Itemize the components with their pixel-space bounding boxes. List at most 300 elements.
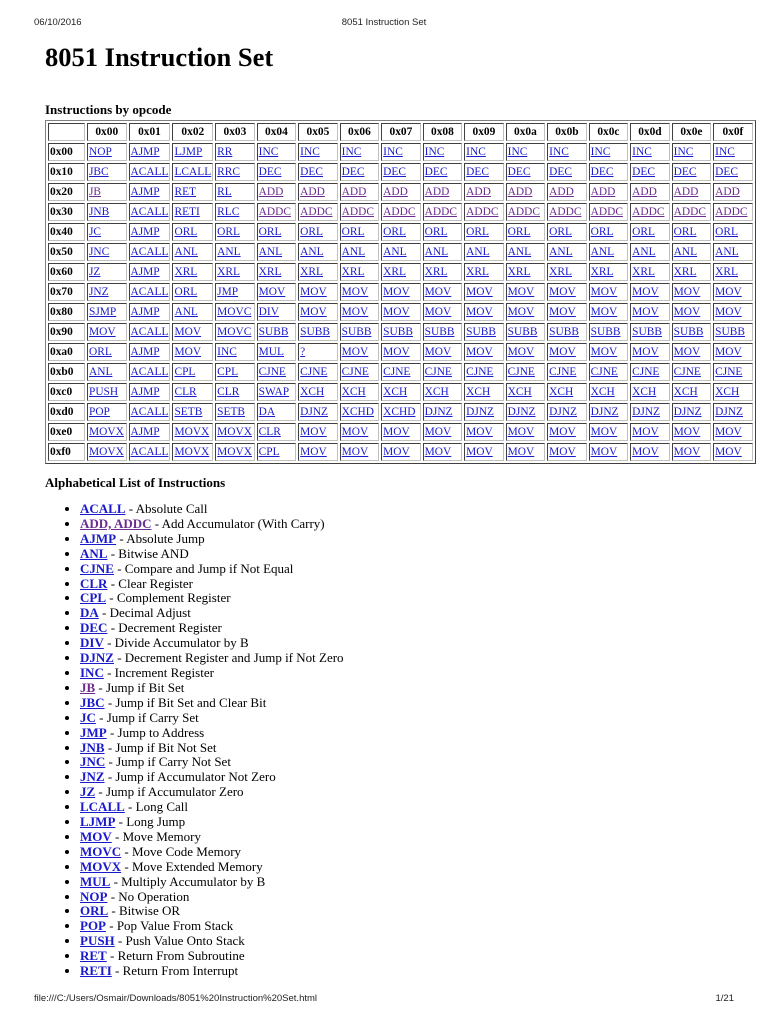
- opcode-link[interactable]: MOVC: [217, 326, 252, 338]
- opcode-link[interactable]: XRL: [466, 266, 489, 278]
- opcode-link[interactable]: ANL: [383, 246, 407, 258]
- opcode-link[interactable]: JNZ: [89, 286, 109, 298]
- opcode-link[interactable]: XCHD: [341, 406, 374, 418]
- opcode-link[interactable]: XRL: [590, 266, 614, 278]
- opcode-link[interactable]: INC: [673, 146, 694, 158]
- instruction-link[interactable]: INC: [80, 664, 104, 680]
- opcode-link[interactable]: ANL: [300, 246, 324, 258]
- opcode-link[interactable]: DJNZ: [632, 406, 661, 418]
- opcode-link[interactable]: ADDC: [383, 206, 416, 218]
- opcode-link[interactable]: INC: [507, 146, 528, 158]
- opcode-link[interactable]: POP: [89, 406, 110, 418]
- opcode-link[interactable]: AJMP: [130, 426, 160, 438]
- opcode-link[interactable]: MOV: [300, 446, 327, 458]
- opcode-link[interactable]: AJMP: [130, 146, 160, 158]
- opcode-link[interactable]: ORL: [89, 346, 112, 358]
- opcode-link[interactable]: MOV: [383, 446, 410, 458]
- opcode-link[interactable]: ANL: [424, 246, 449, 258]
- opcode-link[interactable]: SUBB: [715, 326, 745, 338]
- opcode-link[interactable]: ACALL: [130, 206, 169, 218]
- opcode-link[interactable]: SJMP: [89, 306, 117, 318]
- opcode-link[interactable]: JMP: [217, 286, 239, 298]
- instruction-link[interactable]: JNZ: [80, 769, 105, 785]
- opcode-link[interactable]: ACALL: [130, 406, 169, 418]
- opcode-link[interactable]: INC: [383, 146, 403, 158]
- opcode-link[interactable]: SUBB: [549, 326, 579, 338]
- opcode-link[interactable]: ORL: [217, 226, 240, 238]
- opcode-link[interactable]: MOV: [341, 446, 369, 458]
- opcode-link[interactable]: ADD: [673, 186, 699, 198]
- opcode-link[interactable]: DEC: [466, 166, 489, 178]
- opcode-link[interactable]: ANL: [174, 306, 198, 318]
- opcode-link[interactable]: XRL: [549, 266, 572, 278]
- opcode-link[interactable]: SUBB: [341, 326, 372, 338]
- opcode-link[interactable]: MOVX: [89, 446, 124, 458]
- opcode-link[interactable]: DJNZ: [424, 406, 453, 418]
- opcode-link[interactable]: ANL: [673, 246, 698, 258]
- opcode-link[interactable]: ADDC: [673, 206, 706, 218]
- opcode-link[interactable]: ORL: [466, 226, 489, 238]
- opcode-link[interactable]: XCH: [507, 386, 532, 398]
- instruction-link[interactable]: MOVX: [80, 858, 122, 874]
- opcode-link[interactable]: ACALL: [130, 246, 169, 258]
- opcode-link[interactable]: XCH: [466, 386, 491, 398]
- opcode-link[interactable]: ADDC: [341, 206, 374, 218]
- instruction-link[interactable]: DEC: [80, 620, 108, 636]
- instruction-link[interactable]: PUSH: [80, 933, 115, 949]
- opcode-link[interactable]: DEC: [258, 166, 282, 178]
- opcode-link[interactable]: MOV: [673, 446, 701, 458]
- opcode-link[interactable]: ADDC: [549, 206, 582, 218]
- opcode-link[interactable]: CJNE: [507, 366, 535, 378]
- opcode-link[interactable]: DEC: [549, 166, 572, 178]
- opcode-link[interactable]: XRL: [424, 266, 448, 278]
- opcode-link[interactable]: MOV: [341, 346, 369, 358]
- opcode-link[interactable]: ADD: [632, 186, 657, 198]
- opcode-link[interactable]: DJNZ: [590, 406, 619, 418]
- opcode-link[interactable]: MOV: [590, 346, 618, 358]
- opcode-link[interactable]: ORL: [258, 226, 282, 238]
- opcode-link[interactable]: ORL: [549, 226, 572, 238]
- opcode-link[interactable]: XRL: [383, 266, 406, 278]
- opcode-link[interactable]: ORL: [424, 226, 448, 238]
- opcode-link[interactable]: MOVX: [174, 426, 210, 438]
- opcode-link[interactable]: MOV: [341, 286, 369, 298]
- opcode-link[interactable]: MOV: [466, 286, 493, 298]
- opcode-cell: [672, 183, 712, 201]
- opcode-link[interactable]: MOV: [507, 426, 535, 438]
- opcode-link[interactable]: MOV: [383, 286, 410, 298]
- opcode-link[interactable]: ORL: [174, 286, 198, 298]
- opcode-link[interactable]: CJNE: [632, 366, 660, 378]
- print-footer: [34, 993, 734, 1007]
- opcode-link[interactable]: MOV: [383, 426, 410, 438]
- instruction-link[interactable]: JNC: [80, 754, 106, 770]
- opcode-link[interactable]: DEC: [715, 166, 738, 178]
- opcode-link[interactable]: MOV: [507, 286, 535, 298]
- instruction-link[interactable]: CPL: [80, 590, 106, 606]
- opcode-link[interactable]: INC: [715, 146, 735, 158]
- opcode-link[interactable]: RL: [217, 186, 232, 198]
- opcode-cell: [464, 403, 504, 421]
- opcode-link[interactable]: AJMP: [130, 226, 160, 238]
- opcode-link[interactable]: DJNZ: [507, 406, 536, 418]
- opcode-link[interactable]: CJNE: [383, 366, 411, 378]
- opcode-link[interactable]: MOV: [466, 426, 493, 438]
- opcode-link[interactable]: XRL: [507, 266, 531, 278]
- opcode-link[interactable]: MOV: [383, 306, 410, 318]
- opcode-link[interactable]: NOP: [89, 146, 112, 158]
- opcode-link[interactable]: ADD: [507, 186, 533, 198]
- opcode-link[interactable]: ANL: [715, 246, 739, 258]
- opcode-link[interactable]: MOV: [424, 286, 452, 298]
- opcode-link[interactable]: CPL: [258, 446, 280, 458]
- opcode-link[interactable]: MOV: [673, 426, 701, 438]
- opcode-link[interactable]: MOV: [715, 426, 742, 438]
- opcode-link[interactable]: CLR: [174, 386, 197, 398]
- opcode-link[interactable]: RR: [217, 146, 233, 158]
- opcode-link[interactable]: ACALL: [130, 166, 169, 178]
- opcode-link[interactable]: MOVC: [217, 306, 252, 318]
- opcode-link[interactable]: ORL: [507, 226, 531, 238]
- opcode-link[interactable]: ADD: [341, 186, 367, 198]
- opcode-link[interactable]: MOV: [549, 446, 576, 458]
- opcode-link[interactable]: CJNE: [341, 366, 369, 378]
- opcode-link[interactable]: MOV: [174, 326, 202, 338]
- instruction-link[interactable]: LCALL: [80, 799, 125, 815]
- opcode-link[interactable]: RLC: [217, 206, 240, 218]
- instruction-link[interactable]: DIV: [80, 635, 104, 651]
- opcode-link[interactable]: INC: [300, 146, 320, 158]
- opcode-link[interactable]: MOV: [174, 346, 202, 358]
- opcode-link[interactable]: SETB: [217, 406, 246, 418]
- opcode-link[interactable]: MOV: [632, 346, 659, 358]
- opcode-link[interactable]: PUSH: [89, 386, 119, 398]
- instruction-link[interactable]: ORL: [80, 903, 109, 919]
- opcode-link[interactable]: MOV: [590, 286, 618, 298]
- opcode-link[interactable]: SETB: [174, 406, 203, 418]
- opcode-link[interactable]: XRL: [715, 266, 738, 278]
- list-item: [80, 845, 344, 860]
- opcode-link[interactable]: XCH: [632, 386, 657, 398]
- opcode-link[interactable]: DEC: [632, 166, 655, 178]
- opcode-link[interactable]: DJNZ: [300, 406, 329, 418]
- opcode-cell: [172, 323, 213, 341]
- opcode-link[interactable]: ANL: [507, 246, 532, 258]
- opcode-link[interactable]: XRL: [632, 266, 655, 278]
- opcode-link[interactable]: MOV: [507, 446, 535, 458]
- opcode-link[interactable]: CJNE: [673, 366, 701, 378]
- opcode-link[interactable]: ADD: [424, 186, 450, 198]
- opcode-link[interactable]: DEC: [383, 166, 406, 178]
- opcode-link[interactable]: DEC: [507, 166, 531, 178]
- opcode-link[interactable]: ANL: [258, 246, 283, 258]
- opcode-cell: [630, 443, 670, 461]
- opcode-link[interactable]: XRL: [673, 266, 697, 278]
- instruction-link[interactable]: MUL: [80, 873, 111, 889]
- instruction-link[interactable]: JNB: [80, 739, 105, 755]
- opcode-link[interactable]: DJNZ: [715, 406, 744, 418]
- opcode-link[interactable]: AJMP: [130, 186, 160, 198]
- opcode-link[interactable]: JNB: [89, 206, 110, 218]
- instruction-link[interactable]: POP: [80, 918, 106, 934]
- opcode-link[interactable]: DEC: [424, 166, 448, 178]
- opcode-link[interactable]: MOV: [715, 306, 742, 318]
- opcode-link[interactable]: JZ: [89, 266, 101, 278]
- opcode-link[interactable]: MOV: [715, 286, 742, 298]
- opcode-link[interactable]: ?: [300, 346, 306, 358]
- opcode-link[interactable]: SUBB: [673, 326, 704, 338]
- opcode-link[interactable]: MOV: [715, 446, 742, 458]
- opcode-link[interactable]: SUBB: [383, 326, 413, 338]
- opcode-link[interactable]: ORL: [632, 226, 655, 238]
- opcode-link[interactable]: XRL: [217, 266, 240, 278]
- instruction-link[interactable]: NOP: [80, 888, 108, 904]
- opcode-link[interactable]: INC: [258, 146, 279, 158]
- opcode-link[interactable]: CJNE: [300, 366, 328, 378]
- opcode-link[interactable]: ADDC: [300, 206, 333, 218]
- opcode-link[interactable]: ANL: [217, 246, 241, 258]
- opcode-link[interactable]: MOVX: [89, 426, 124, 438]
- opcode-link[interactable]: ORL: [673, 226, 697, 238]
- opcode-link[interactable]: MOV: [632, 446, 659, 458]
- opcode-link[interactable]: SUBB: [590, 326, 621, 338]
- opcode-link[interactable]: MOV: [632, 306, 659, 318]
- instruction-link[interactable]: JMP: [80, 724, 107, 740]
- opcode-link[interactable]: ANL: [632, 246, 656, 258]
- opcode-link[interactable]: ORL: [383, 226, 406, 238]
- opcode-cell: [423, 183, 463, 201]
- opcode-link[interactable]: ADDC: [466, 206, 499, 218]
- opcode-link[interactable]: SWAP: [258, 386, 290, 398]
- opcode-link[interactable]: MUL: [258, 346, 284, 358]
- opcode-link[interactable]: RRC: [217, 166, 240, 178]
- opcode-link[interactable]: ADD: [383, 186, 408, 198]
- instruction-link[interactable]: JB: [80, 679, 96, 695]
- opcode-link[interactable]: MOVX: [174, 446, 210, 458]
- opcode-link[interactable]: ANL: [341, 246, 366, 258]
- opcode-cell: [589, 323, 629, 341]
- instruction-link[interactable]: AJMP: [80, 530, 117, 546]
- opcode-link[interactable]: JB: [89, 186, 102, 198]
- instruction-link[interactable]: RET: [80, 948, 107, 964]
- opcode-link[interactable]: MOV: [466, 306, 493, 318]
- opcode-link[interactable]: JC: [89, 226, 102, 238]
- opcode-link[interactable]: XRL: [258, 266, 282, 278]
- opcode-link[interactable]: MOV: [590, 426, 618, 438]
- opcode-link[interactable]: CJNE: [549, 366, 577, 378]
- opcode-link[interactable]: ADD: [258, 186, 284, 198]
- opcode-link[interactable]: MOV: [300, 286, 327, 298]
- opcode-link[interactable]: ADDC: [590, 206, 623, 218]
- opcode-link[interactable]: SUBB: [258, 326, 289, 338]
- opcode-link[interactable]: ADDC: [715, 206, 748, 218]
- opcode-link[interactable]: SUBB: [300, 326, 330, 338]
- opcode-link[interactable]: MOV: [466, 446, 493, 458]
- opcode-link[interactable]: ADD: [300, 186, 325, 198]
- opcode-link[interactable]: XCH: [549, 386, 574, 398]
- column-header: 0x04: [257, 123, 297, 141]
- opcode-link[interactable]: ANL: [466, 246, 490, 258]
- opcode-link[interactable]: LCALL: [174, 166, 212, 178]
- opcode-link[interactable]: MOV: [466, 346, 493, 358]
- opcode-link[interactable]: DEC: [300, 166, 323, 178]
- opcode-cell: [87, 303, 127, 321]
- opcode-link[interactable]: MOV: [673, 306, 701, 318]
- opcode-link[interactable]: ADDC: [632, 206, 665, 218]
- opcode-link[interactable]: CJNE: [715, 366, 743, 378]
- opcode-link[interactable]: INC: [424, 146, 445, 158]
- opcode-link[interactable]: MOV: [632, 426, 659, 438]
- opcode-link[interactable]: ADD: [466, 186, 491, 198]
- opcode-link[interactable]: INC: [590, 146, 611, 158]
- opcode-link[interactable]: MOV: [424, 426, 452, 438]
- opcode-link[interactable]: ORL: [174, 226, 198, 238]
- opcode-link[interactable]: MOV: [383, 346, 410, 358]
- opcode-link[interactable]: CJNE: [424, 366, 452, 378]
- opcode-link[interactable]: MOV: [341, 426, 369, 438]
- opcode-link[interactable]: INC: [549, 146, 569, 158]
- opcode-link[interactable]: XRL: [300, 266, 323, 278]
- opcode-link[interactable]: INC: [217, 346, 237, 358]
- instruction-link[interactable]: MOV: [80, 828, 112, 844]
- opcode-link[interactable]: MOV: [424, 446, 452, 458]
- opcode-link[interactable]: SUBB: [632, 326, 662, 338]
- instruction-link[interactable]: DA: [80, 605, 99, 621]
- instruction-link[interactable]: ANL: [80, 545, 108, 561]
- opcode-link[interactable]: MOV: [673, 286, 701, 298]
- instruction-link[interactable]: MOVC: [80, 843, 122, 859]
- opcode-link[interactable]: MOV: [673, 346, 701, 358]
- opcode-link[interactable]: MOV: [590, 306, 618, 318]
- opcode-link[interactable]: DA: [258, 406, 276, 418]
- opcode-link[interactable]: JNC: [89, 246, 110, 258]
- opcode-link[interactable]: MOV: [507, 306, 535, 318]
- opcode-link[interactable]: XCH: [673, 386, 698, 398]
- opcode-link[interactable]: ANL: [549, 246, 573, 258]
- opcode-link[interactable]: MOV: [715, 346, 742, 358]
- opcode-link[interactable]: DEC: [341, 166, 365, 178]
- opcode-cell: [87, 183, 127, 201]
- opcode-link[interactable]: XCH: [383, 386, 408, 398]
- opcode-link[interactable]: CLR: [217, 386, 240, 398]
- opcode-link[interactable]: MOV: [258, 286, 286, 298]
- opcode-link[interactable]: XCH: [341, 386, 366, 398]
- opcode-link[interactable]: CPL: [174, 366, 196, 378]
- opcode-link[interactable]: INC: [341, 146, 362, 158]
- opcode-link[interactable]: ACALL: [130, 366, 169, 378]
- opcode-link[interactable]: XRL: [341, 266, 365, 278]
- opcode-link[interactable]: CJNE: [590, 366, 618, 378]
- opcode-link[interactable]: AJMP: [130, 346, 160, 358]
- instruction-link[interactable]: CLR: [80, 575, 108, 591]
- opcode-link[interactable]: MOV: [424, 346, 452, 358]
- opcode-link[interactable]: XCHD: [383, 406, 416, 418]
- opcode-link[interactable]: CJNE: [258, 366, 286, 378]
- instruction-link[interactable]: RETI: [80, 963, 112, 979]
- opcode-link[interactable]: ADDC: [424, 206, 457, 218]
- opcode-link[interactable]: DIV: [258, 306, 279, 318]
- instruction-link[interactable]: JBC: [80, 694, 105, 710]
- opcode-link[interactable]: XCH: [424, 386, 449, 398]
- opcode-link[interactable]: ADD: [549, 186, 574, 198]
- opcode-link[interactable]: MOV: [590, 446, 618, 458]
- instruction-link[interactable]: LJMP: [80, 814, 116, 830]
- opcode-link[interactable]: INC: [632, 146, 652, 158]
- opcode-link[interactable]: INC: [466, 146, 486, 158]
- opcode-link[interactable]: MOVX: [217, 446, 252, 458]
- opcode-link[interactable]: MOV: [549, 306, 576, 318]
- opcode-link[interactable]: ORL: [590, 226, 614, 238]
- opcode-link[interactable]: DEC: [590, 166, 614, 178]
- instruction-link[interactable]: CJNE: [80, 560, 114, 576]
- opcode-link[interactable]: MOV: [549, 286, 576, 298]
- opcode-link[interactable]: XCH: [715, 386, 740, 398]
- opcode-link[interactable]: ORL: [300, 226, 323, 238]
- opcode-link[interactable]: ADD: [715, 186, 740, 198]
- opcode-link[interactable]: MOV: [300, 306, 327, 318]
- opcode-link[interactable]: CLR: [258, 426, 281, 438]
- opcode-link[interactable]: MOV: [300, 426, 327, 438]
- opcode-link[interactable]: RET: [174, 186, 196, 198]
- instruction-link[interactable]: JZ: [80, 784, 96, 800]
- opcode-link[interactable]: DJNZ: [466, 406, 495, 418]
- opcode-link[interactable]: AJMP: [130, 266, 160, 278]
- opcode-link[interactable]: ORL: [715, 226, 738, 238]
- opcode-link[interactable]: LJMP: [174, 146, 203, 158]
- opcode-link[interactable]: ACALL: [130, 446, 169, 458]
- opcode-link[interactable]: ADDC: [507, 206, 540, 218]
- opcode-link[interactable]: ADD: [590, 186, 616, 198]
- opcode-link[interactable]: ANL: [89, 366, 113, 378]
- opcode-link[interactable]: MOVX: [217, 426, 252, 438]
- instruction-link[interactable]: ADD, ADDC: [80, 515, 152, 531]
- opcode-link[interactable]: SUBB: [424, 326, 455, 338]
- opcode-link[interactable]: AJMP: [130, 386, 160, 398]
- opcode-link[interactable]: ANL: [590, 246, 615, 258]
- opcode-link[interactable]: XCH: [300, 386, 325, 398]
- opcode-link[interactable]: CPL: [217, 366, 239, 378]
- instruction-link[interactable]: ACALL: [80, 501, 126, 516]
- opcode-link[interactable]: SUBB: [507, 326, 538, 338]
- opcode-link[interactable]: MOV: [424, 306, 452, 318]
- opcode-link[interactable]: MOV: [89, 326, 116, 338]
- opcode-link[interactable]: XCH: [590, 386, 615, 398]
- instruction-link[interactable]: JC: [80, 709, 96, 725]
- opcode-link[interactable]: MOV: [549, 346, 576, 358]
- opcode-link[interactable]: MOV: [507, 346, 535, 358]
- opcode-link[interactable]: DEC: [673, 166, 697, 178]
- opcode-link[interactable]: AJMP: [130, 306, 160, 318]
- opcode-link[interactable]: DJNZ: [549, 406, 578, 418]
- opcode-link[interactable]: MOV: [549, 426, 576, 438]
- opcode-link[interactable]: CJNE: [466, 366, 494, 378]
- opcode-link[interactable]: MOV: [632, 286, 659, 298]
- opcode-link[interactable]: ANL: [174, 246, 198, 258]
- opcode-link[interactable]: DJNZ: [673, 406, 702, 418]
- opcode-link[interactable]: RETI: [174, 206, 200, 218]
- opcode-link[interactable]: SUBB: [466, 326, 496, 338]
- instruction-link[interactable]: DJNZ: [80, 650, 114, 666]
- opcode-link[interactable]: XRL: [174, 266, 198, 278]
- opcode-cell: [713, 363, 753, 381]
- opcode-link[interactable]: ADDC: [258, 206, 291, 218]
- opcode-link[interactable]: ACALL: [130, 326, 169, 338]
- opcode-link[interactable]: ORL: [341, 226, 365, 238]
- opcode-link[interactable]: MOV: [341, 306, 369, 318]
- opcode-link[interactable]: ACALL: [130, 286, 169, 298]
- opcode-link[interactable]: JBC: [89, 166, 109, 178]
